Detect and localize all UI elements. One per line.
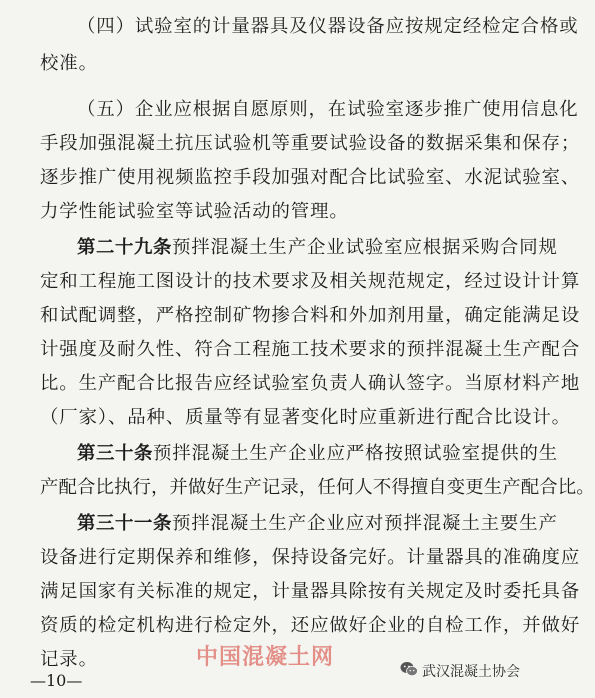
text-line: 记录。 [40,649,98,670]
text-line [77,511,558,537]
wechat-icon [400,661,418,681]
text-line: 逐步推广使用视频监控手段加强对配合比试验室、水泥试验室、 [40,167,581,188]
page-number: —10— [30,671,83,690]
text-line [77,441,559,467]
article-heading: 第三十一条 [77,513,172,534]
article-text: 预拌混凝土生产企业应严格按照试验室提供的生 [152,443,559,464]
brand-name: 武汉混凝土协会 [422,664,520,680]
text-line: 计强度及耐久性、符合工程施工技术要求的预拌混凝土生产配合 [40,339,581,360]
text-line: 校准。 [40,53,98,74]
text-line: 设备进行定期保养和维修，保持设备完好。计量器具的准确度应 [40,547,581,568]
text-line: （厂家）、品种、质量等有显著变化时应重新进行配合比设计。 [40,407,571,428]
text-line: （四）试验室的计量器具及仪器设备应按规定经检定合格或 [77,16,579,37]
article-heading: 第三十条 [77,443,153,464]
brand-badge [400,659,520,683]
text-line: 资质的检定机构进行检定外，还应做好企业的自检工作，并做好 [40,615,581,636]
text-line: 和试配调整，严格控制矿物掺合料和外加剂用量，确定能满足设 [40,305,581,326]
text-line: （五）企业应根据自愿原则，在试验室逐步推广使用信息化 [77,99,579,120]
text-line: 满足国家有关标准的规定，计量器具除按有关规定及时委托具备 [40,581,581,602]
watermark: 中国混凝土网 [196,645,335,670]
article-heading: 第二十九条 [77,237,172,258]
text-line: 力学性能试验室等试验活动的管理。 [40,201,349,222]
text-line [77,235,558,261]
text-line: 比。生产配合比报告应经试验室负责人确认签字。当原材料产地 [40,373,581,394]
text-line: 产配合比执行，并做好生产记录，任何人不得擅自变更生产配合比。 [40,477,595,498]
article-text: 预拌混凝土生产企业试验室应根据采购合同规 [171,237,558,258]
text-line: 定和工程施工图设计的技术要求及相关规范规定，经过设计计算 [40,271,581,292]
article-text: 预拌混凝土生产企业应对预拌混凝土主要生产 [171,513,558,534]
text-line: 手段加强混凝土抗压试验机等重要试验设备的数据采集和保存； [40,133,581,154]
